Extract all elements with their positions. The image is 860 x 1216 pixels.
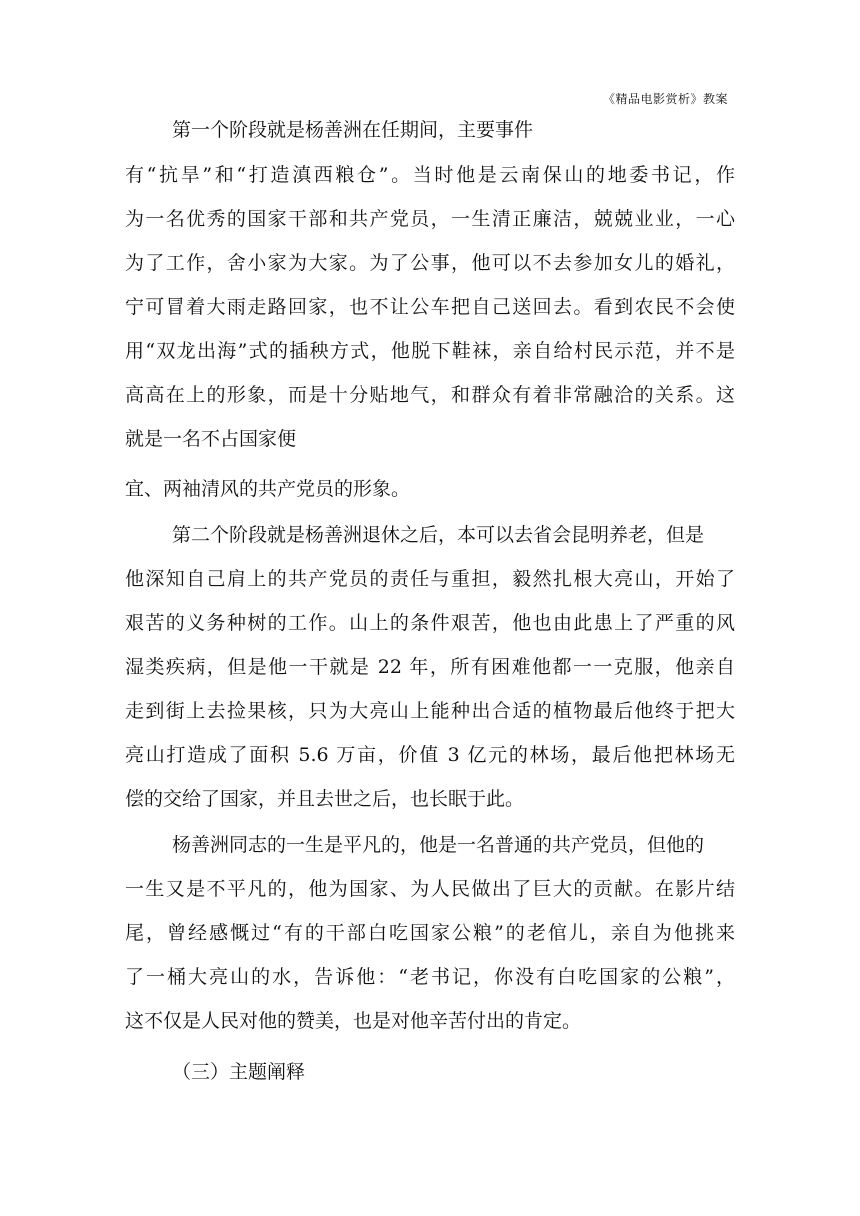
text-line: 亮山打造成了面积 5.6 万亩，价值 3 亿元的林场，最后他把林场无 — [125, 744, 735, 766]
text-line: 尾，曾经感慨过“有的干部白吃国家公粮”的老倌儿，亲自为他挑来 — [125, 922, 735, 944]
text-line: 用“双龙出海”式的插秧方式，他脱下鞋袜，亲自给村民示范，并不是 — [125, 340, 735, 362]
text-line: 第一个阶段就是杨善洲在任期间，主要事件 — [172, 119, 534, 141]
text-line: 有“抗旱”和“打造滇西粮仓”。当时他是云南保山的地委书记，作 — [125, 164, 735, 186]
text-line: 艰苦的义务种树的工作。山上的条件艰苦，他也由此患上了严重的风 — [125, 612, 735, 634]
text-line: 宜、两袖清风的共产党员的形象。 — [125, 478, 411, 500]
text-line: 杨善洲同志的一生是平凡的，他是一名普通的共产党员，但他的 — [172, 834, 705, 856]
text-line: 就是一名不占国家便 — [125, 428, 297, 450]
text-line: 一生又是不平凡的，他为国家、为人民做出了巨大的贡献。在影片结 — [125, 878, 735, 900]
text-line: 湿类疾病，但是他一干就是 22 年，所有困难他都一一克服，他亲自 — [125, 656, 735, 678]
text-line: 他深知自己肩上的共产党员的责任与重担，毅然扎根大亮山，开始了 — [125, 568, 735, 590]
section-heading: （三）主题阐释 — [172, 1061, 306, 1083]
text-line: 为了工作，舍小家为大家。为了公事，他可以不去参加女儿的婚礼， — [125, 252, 735, 274]
text-line: 这不仅是人民对他的赞美，也是对他辛苦付出的肯定。 — [125, 1010, 582, 1032]
text-line: 走到街上去捡果核，只为大亮山上能种出合适的植物最后他终于把大 — [125, 700, 735, 722]
text-line: 为一名优秀的国家干部和共产党员，一生清正廉洁，兢兢业业，一心 — [125, 208, 735, 230]
text-line: 高高在上的形象，而是十分贴地气，和群众有着非常融洽的关系。这 — [125, 384, 735, 406]
text-line: 偿的交给了国家，并且去世之后，也长眠于此。 — [125, 788, 525, 810]
text-line: 了一桶大亮山的水，告诉他：“老书记，你没有白吃国家的公粮”， — [125, 966, 735, 988]
text-line: 第二个阶段就是杨善洲退休之后，本可以去省会昆明养老，但是 — [172, 524, 705, 546]
page-header: 《精品电影赏析》教案 — [602, 92, 728, 106]
text-line: 宁可冒着大雨走路回家，也不让公车把自己送回去。看到农民不会使 — [125, 296, 735, 318]
